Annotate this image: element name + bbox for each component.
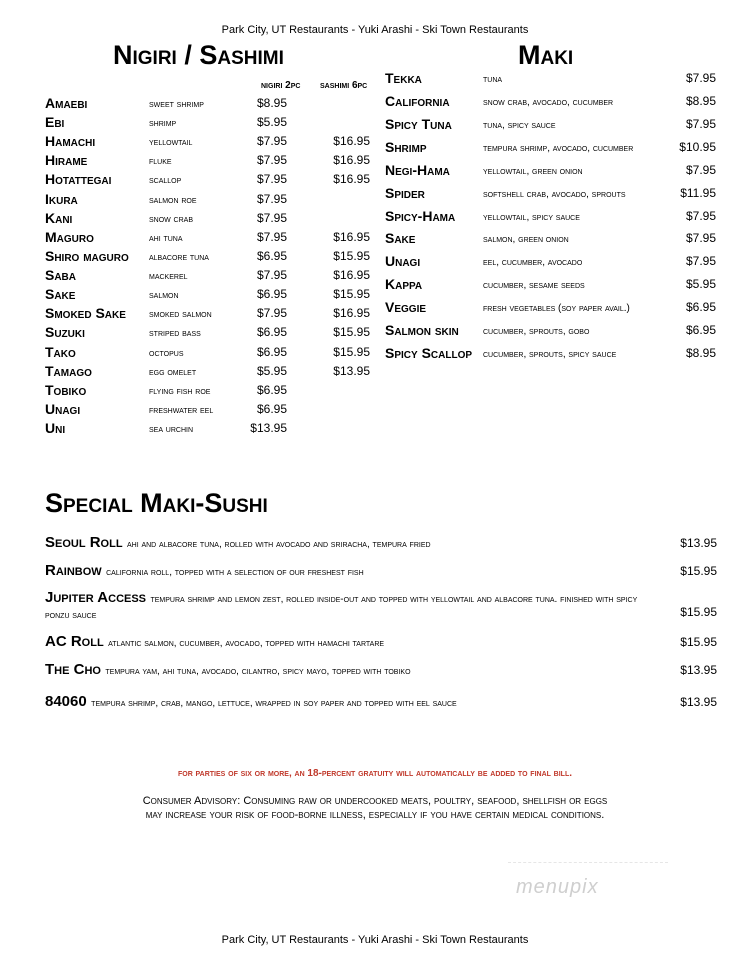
item-description: atlantic salmon, cucumber, avocado, topped with hamachi tartare — [108, 638, 385, 649]
item-description: tempura shrimp and lemon zest, rolled inside-out and topped with yellowtail and albacore tuna. finished with spicy ponzu sauce — [45, 594, 638, 621]
list-item — [385, 70, 716, 90]
sashimi-price: $15.95 — [333, 249, 370, 263]
list-item — [385, 162, 716, 182]
item-price: $13.95 — [680, 663, 717, 677]
item-price: $6.95 — [685, 300, 716, 314]
nigiri-price: $7.95 — [256, 211, 287, 225]
item-price: $7.95 — [685, 71, 716, 85]
item-name: Negi-Hama — [385, 162, 450, 178]
item-name: The Cho — [45, 661, 101, 678]
item-price: $10.95 — [679, 140, 716, 154]
list-item — [385, 345, 716, 365]
item-price: $7.95 — [685, 254, 716, 268]
list-item — [45, 133, 375, 152]
item-name: California — [385, 93, 450, 109]
nigiri-price: $6.95 — [256, 287, 287, 301]
item-name: Saba — [45, 267, 77, 283]
item-price: $8.95 — [685, 346, 716, 360]
sashimi-price: $15.95 — [333, 325, 370, 339]
list-item — [45, 305, 375, 324]
list-item — [45, 248, 375, 267]
nigiri-price: $7.95 — [256, 268, 287, 282]
list-item — [385, 253, 716, 273]
item-price: $7.95 — [685, 117, 716, 131]
item-price: $15.95 — [680, 635, 717, 649]
item-name: Veggie — [385, 299, 427, 315]
nigiri-column-header: nigiri 2pc — [261, 80, 301, 91]
sashimi-price: $13.95 — [333, 364, 370, 378]
list-item — [45, 534, 717, 552]
item-name: Hirame — [45, 152, 88, 168]
item-price: $15.95 — [680, 605, 717, 619]
list-item — [45, 95, 375, 114]
item-description: tempura shrimp, avocado, cucumber — [483, 143, 634, 154]
sashimi-price: $15.95 — [333, 287, 370, 301]
item-name: AC Roll — [45, 633, 104, 650]
list-item — [45, 152, 375, 171]
list-item — [45, 401, 375, 420]
item-description: scallop — [149, 175, 182, 186]
list-item — [45, 633, 717, 651]
sashimi-price: $16.95 — [333, 230, 370, 244]
item-description: yellowtail — [149, 137, 193, 148]
item-name: Ebi — [45, 114, 65, 130]
item-name: Ikura — [45, 191, 78, 207]
item-name: Unagi — [385, 253, 421, 269]
item-name: Rainbow — [45, 562, 102, 579]
nigiri-price: $6.95 — [256, 345, 287, 359]
item-name: Hotattegai — [45, 171, 112, 187]
item-description: smoked salmon — [149, 309, 212, 320]
item-price: $7.95 — [685, 231, 716, 245]
item-name: Hamachi — [45, 133, 96, 149]
nigiri-price: $6.95 — [256, 402, 287, 416]
list-item — [45, 191, 375, 210]
list-item — [45, 420, 375, 439]
nigiri-price: $7.95 — [256, 306, 287, 320]
item-price: $7.95 — [685, 209, 716, 223]
item-description: snow crab — [149, 214, 194, 225]
item-name: Sake — [385, 230, 416, 246]
nigiri-price: $8.95 — [256, 96, 287, 110]
list-item — [385, 139, 716, 159]
nigiri-price: $6.95 — [256, 325, 287, 339]
item-description: salmon roe — [149, 195, 197, 206]
item-description: snow crab, avocado, cucumber — [483, 97, 614, 108]
item-description: sea urchin — [149, 424, 194, 435]
item-description: shrimp — [149, 118, 177, 129]
watermark-divider — [508, 862, 668, 864]
item-description: albacore tuna — [149, 252, 209, 263]
list-item — [385, 230, 716, 250]
item-name: Tako — [45, 344, 76, 360]
nigiri-price: $7.95 — [256, 172, 287, 186]
list-item — [45, 693, 717, 711]
item-description: softshell crab, avocado, sprouts — [483, 189, 626, 200]
list-item — [385, 185, 716, 205]
consumer-advisory — [100, 794, 650, 822]
special-section-title: Special Maki-Sushi — [45, 488, 268, 518]
list-item — [385, 322, 716, 342]
item-price: $15.95 — [680, 564, 717, 578]
item-description: freshwater eel — [149, 405, 214, 416]
list-item — [45, 382, 375, 401]
item-price: $11.95 — [680, 186, 716, 200]
item-name: Spider — [385, 185, 425, 201]
item-description: striped bass — [149, 328, 201, 339]
item-name: Jupiter Access — [45, 589, 147, 606]
item-name: Salmon skin — [385, 322, 459, 338]
sashimi-price: $16.95 — [333, 134, 370, 148]
list-item — [385, 116, 716, 136]
list-item — [45, 661, 717, 679]
item-name: 84060 — [45, 693, 87, 710]
sashimi-price: $15.95 — [333, 345, 370, 359]
page-header: Park City, UT Restaurants - Yuki Arashi - Ski Town Restaurants — [221, 24, 529, 36]
nigiri-section-title: Nigiri / Sashimi — [113, 40, 284, 70]
list-item — [45, 363, 375, 382]
item-description: fresh vegetables (soy paper avail.) — [483, 303, 630, 314]
item-price: $8.95 — [685, 94, 716, 108]
list-item — [45, 562, 717, 580]
item-price: $13.95 — [680, 695, 717, 709]
list-item — [45, 324, 375, 343]
nigiri-price: $7.95 — [256, 192, 287, 206]
item-description: cucumber, sprouts, gobo — [483, 326, 590, 337]
item-name: Unagi — [45, 401, 81, 417]
list-item — [45, 267, 375, 286]
item-name: Kappa — [385, 276, 423, 292]
advisory-line: Consumer Advisory: Consuming raw or undercooked meats, poultry, seafood, shellfish or eggs — [142, 795, 608, 807]
nigiri-price: $6.95 — [256, 249, 287, 263]
item-description: salmon, green onion — [483, 234, 569, 245]
item-name: Seoul Roll — [45, 534, 123, 551]
item-description: sweet shrimp — [149, 99, 204, 110]
item-name: Spicy Tuna — [385, 116, 452, 132]
nigiri-price: $7.95 — [256, 153, 287, 167]
list-item — [45, 286, 375, 305]
page-footer: Park City, UT Restaurants - Yuki Arashi - Ski Town Restaurants — [221, 934, 529, 946]
item-description: cucumber, sprouts, spicy sauce — [483, 349, 617, 360]
advisory-line: may increase your risk of food-borne illness, especially if you have certain medical conditions. — [145, 809, 605, 821]
nigiri-price: $13.95 — [250, 421, 287, 435]
item-name: Shrimp — [385, 139, 427, 155]
list-item — [385, 299, 716, 319]
item-description: cucumber, sesame seeds — [483, 280, 585, 291]
item-name: Sake — [45, 286, 76, 302]
item-name: Spicy Scallop — [385, 345, 473, 361]
item-description: tuna — [483, 74, 503, 85]
item-name: Spicy-Hama — [385, 208, 456, 224]
list-item — [45, 171, 375, 190]
item-price: $7.95 — [685, 163, 716, 177]
item-price: $6.95 — [685, 323, 716, 337]
nigiri-price: $5.95 — [256, 364, 287, 378]
item-name: Shiro maguro — [45, 248, 129, 264]
item-description: yellowtail, green onion — [483, 166, 583, 177]
item-description: fluke — [149, 156, 172, 167]
list-item — [45, 229, 375, 248]
sashimi-price: $16.95 — [333, 172, 370, 186]
item-description: tuna, spicy sauce — [483, 120, 556, 131]
item-description: yellowtail, spicy sauce — [483, 212, 580, 223]
list-item — [385, 276, 716, 296]
list-item — [45, 114, 375, 133]
item-name: Amaebi — [45, 95, 88, 111]
item-name: Uni — [45, 420, 66, 436]
watermark-logo: menupix — [516, 876, 599, 898]
sashimi-column-header: sashimi 6pc — [320, 80, 368, 91]
item-description: egg omelet — [149, 367, 197, 378]
item-name: Tamago — [45, 363, 92, 379]
sashimi-price: $16.95 — [333, 153, 370, 167]
nigiri-price: $6.95 — [256, 383, 287, 397]
item-name: Tobiko — [45, 382, 87, 398]
item-description: mackerel — [149, 271, 188, 282]
item-description: octopus — [149, 348, 184, 359]
list-item — [385, 208, 716, 228]
nigiri-price: $7.95 — [256, 230, 287, 244]
list-item — [45, 591, 717, 629]
item-name: Smoked Sake — [45, 305, 126, 321]
item-description: tempura shrimp, crab, mango, lettuce, wrapped in soy paper and topped with eel sauce — [91, 698, 457, 709]
nigiri-price: $7.95 — [256, 134, 287, 148]
item-price: $13.95 — [680, 536, 717, 550]
list-item — [385, 93, 716, 113]
sashimi-price: $16.95 — [333, 268, 370, 282]
list-item — [45, 344, 375, 363]
item-name: Maguro — [45, 229, 94, 245]
item-description: eel, cucumber, avocado — [483, 257, 583, 268]
item-description: ahi and albacore tuna, rolled with avocado and sriracha, tempura fried — [127, 539, 431, 550]
item-price: $5.95 — [685, 277, 716, 291]
gratuity-notice: for parties of six or more, an 18-percent gratuity will automatically be added to final bill. — [177, 768, 573, 779]
item-name: Kani — [45, 210, 73, 226]
item-description: flying fish roe — [149, 386, 211, 397]
item-name: Tekka — [385, 70, 422, 86]
item-description: ahi tuna — [149, 233, 183, 244]
item-description: california roll, topped with a selection of our freshest fish — [106, 567, 364, 578]
item-description: tempura yam, ahi tuna, avocado, cilantro, spicy mayo, topped with tobiko — [105, 666, 411, 677]
item-description: salmon — [149, 290, 179, 301]
nigiri-price: $5.95 — [256, 115, 287, 129]
maki-section-title: Maki — [518, 40, 574, 70]
list-item — [45, 210, 375, 229]
item-name: Suzuki — [45, 324, 85, 340]
sashimi-price: $16.95 — [333, 306, 370, 320]
